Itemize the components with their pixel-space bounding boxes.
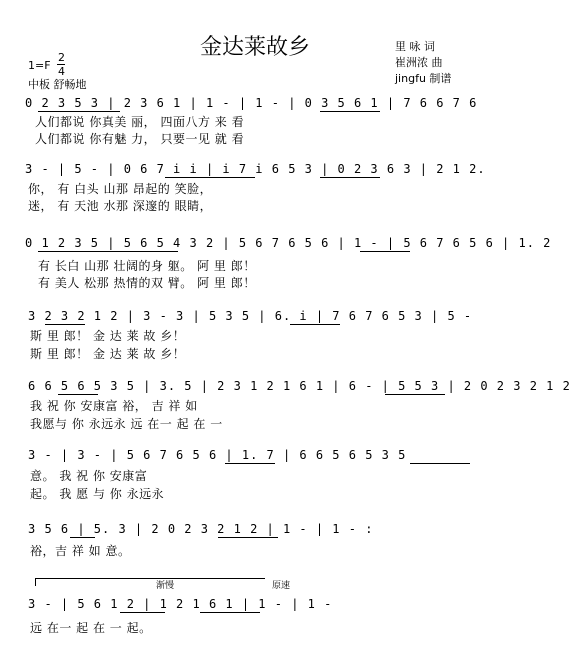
credit-lyricist: 里 咏 词: [395, 40, 435, 53]
beam-16: [200, 612, 260, 613]
notes-line-5: 6 6 5 6 5 3 5 | 3. 5 | 2 3 1 2 1 6 1 | 6 - | 5 5 3 | 2 0 2 3 2 1 2: [28, 379, 571, 393]
tempo-marking: 中板 舒畅地: [28, 78, 87, 91]
lyrics-line-6a: 意。 我 祝 你 安康富: [30, 469, 148, 483]
beam-7: [45, 324, 85, 325]
credit-transcriber: jingfu 制谱: [395, 72, 452, 85]
lyrics-line-3a: 有 长白 山那 壮阔的身 躯。 阿 里 郎！: [38, 259, 256, 273]
lyrics-line-5a: 我 祝 你 安康富 裕， 吉 祥 如: [30, 399, 198, 413]
song-title: 金达莱故乡: [200, 35, 311, 60]
beam-8: [290, 324, 340, 325]
notes-line-6: 3 - | 3 - | 5 6 7 6 5 6 | 1. 7 | 6 6 5 6 5 3 5: [28, 448, 407, 462]
lyrics-line-4a: 斯 里 郎！ 金 达 莱 故 乡！: [30, 329, 186, 343]
lyrics-line-2a: 你， 有 白头 山那 昂起的 笑脸，: [28, 182, 213, 196]
key-signature: 1=F: [28, 59, 51, 72]
lyrics-line-3b: 有 美人 松那 热情的双 臂。 阿 里 郎！: [38, 276, 256, 290]
beam-11: [225, 463, 275, 464]
notes-line-8: 3 - | 5 6 1 2 | 1 2 1 6 1 | 1 - | 1 -: [28, 597, 333, 611]
beam-10: [385, 394, 445, 395]
time-signature-bottom: 4: [58, 65, 65, 78]
lyrics-line-6b: 起。 我 愿 与 你 永远永: [30, 487, 165, 501]
lyrics-line-5b: 我愿与 你 永远永 远 在一 起 在 一: [30, 417, 223, 431]
credit-composer: 崔洲浓 曲: [395, 56, 443, 69]
lyrics-line-2b: 迷， 有 天池 水那 深邃的 眼睛，: [28, 199, 213, 213]
lyrics-line-1a: 人们都说 你真美 丽， 四面八方 来 看: [35, 115, 245, 129]
time-signature-top: 2: [58, 51, 65, 64]
notes-line-2: 3 - | 5 - | 0 6 7 i i | i 7 i 6 5 3 | 0 2 3 6 3 | 2 1 2.: [25, 162, 486, 176]
beam-1: [38, 111, 120, 112]
beam-15: [120, 612, 165, 613]
beam-4: [320, 177, 380, 178]
beam-6: [360, 251, 410, 252]
beam-2: [320, 111, 380, 112]
direction-a-tempo: 原速: [272, 581, 291, 591]
direction-ritardando: 渐慢: [156, 581, 175, 591]
beam-5: [38, 251, 178, 252]
lyrics-line-1b: 人们都说 你有魅 力， 只要一见 就 看: [35, 132, 245, 146]
beam-12: [410, 463, 470, 464]
lyrics-line-4b: 斯 里 郎！ 金 达 莱 故 乡！: [30, 347, 186, 361]
beam-9: [58, 394, 98, 395]
notes-line-4: 3 2 3 2 1 2 | 3 - 3 | 5 3 5 | 6. i | 7 6 7 6 5 3 | 5 -: [28, 309, 473, 323]
notes-line-1: 0 2 3 5 3 | 2 3 6 1 | 1 - | 1 - | 0 3 5 6 1 | 7 6 6 7 6: [25, 96, 478, 110]
lyrics-line-7a: 裕，吉 祥 如 意。: [30, 544, 131, 558]
volta-bracket-edge: [35, 578, 36, 586]
beam-13: [70, 537, 95, 538]
notes-line-3: 0 1 2 3 5 | 5 6 5 4 3 2 | 5 6 7 6 5 6 | 1 - | 5 6 7 6 5 6 | 1. 2: [25, 236, 552, 250]
notes-line-7: 3 5 6 | 5. 3 | 2 0 2 3 2 1 2 | 1 - | 1 - :: [28, 522, 374, 536]
volta-bracket: [35, 578, 265, 579]
beam-14: [218, 537, 278, 538]
beam-3: [165, 177, 255, 178]
lyrics-line-8a: 远 在一 起 在 一 起。: [30, 621, 152, 635]
